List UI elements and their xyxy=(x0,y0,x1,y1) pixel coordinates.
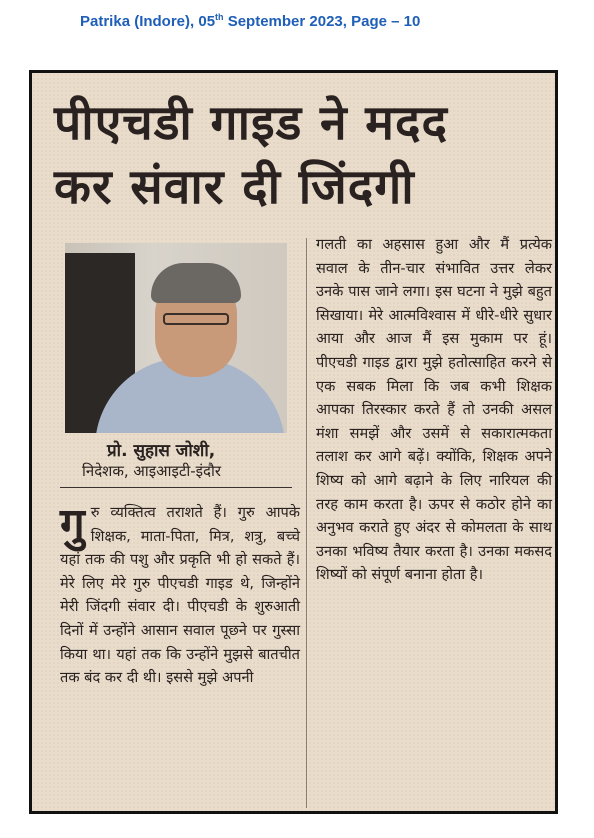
right-column-text: गलती का अहसास हुआ और मैं प्रत्येक सवाल के तीन-चार संभावित उत्तर लेकर उनके पास जाने लगा। इस घटना ने मुझे बहुत सिखाया। मेरे आत्मविश्वास में धीरे-धीरे सुधार आया और आज मैं इस मुकाम पर हूं। पीएचडी गाइड द्वारा मुझे हतोत्साहित करने से एक सबक मिला कि जब कभी शिक्षक आपका तिरस्कार करते हैं तो उनकी असल मंशा समझें और उसमें से सकारात्मकता तलाश कर आगे बढ़ें। क्योंकि, शिक्षक अपने शिष्य को आगे बढ़ाने के लिए नारियल की तरह काम करता है। ऊपर से कठोर होने का अनुभव कराते हुए अंदर से कोमलता के साथ उनका भविष्य तैयार करता है। उनका मकसद शिष्यों को संपूर्ण बनाना होता है। xyxy=(316,236,552,584)
glasses-shape xyxy=(163,313,229,325)
caption-name: प्रो. सुहास जोशी, xyxy=(107,441,216,461)
dropcap: गु xyxy=(60,499,85,550)
right-column xyxy=(316,233,552,587)
source-date-suffix: September 2023, Page – 10 xyxy=(223,13,421,30)
caption-divider xyxy=(60,487,292,488)
portrait-photo xyxy=(65,243,287,433)
headline-line-2: कर संवार दी जिंदगी xyxy=(54,159,415,215)
hair-shape xyxy=(151,263,241,303)
left-column xyxy=(60,501,300,690)
headline xyxy=(54,91,534,219)
column-divider xyxy=(306,238,307,808)
newspaper-clipping xyxy=(29,70,558,814)
source-citation xyxy=(0,12,594,30)
caption-role: निदेशक, आइआइटी-इंदौर xyxy=(82,462,222,480)
left-column-paragraph xyxy=(60,501,300,690)
source-date-prefix: Patrika (Indore), 05 xyxy=(80,13,216,30)
source-date-superscript: th xyxy=(215,12,224,22)
left-column-text: रु व्यक्तित्व तराशते हैं। गुरु आपके शिक्षक, माता-पिता, मित्र, शत्रु, बच्चे यहां तक की पशु और प्रकृति भी हो सकते हैं। मेरे लिए मेरे गुरु पीएचडी गाइड थे, जिन्होंने मेरी जिंदगी संवार दी। पीएचडी के शुरुआती दिनों में उन्होंने आसान सवाल पूछने पर गुस्सा किया था। यहां तक कि उन्होंने मुझसे बातचीत तक बंद कर दी थी। इससे मुझे अपनी xyxy=(60,504,300,687)
headline-line-1: पीएचडी गाइड ने मदद xyxy=(54,95,448,151)
